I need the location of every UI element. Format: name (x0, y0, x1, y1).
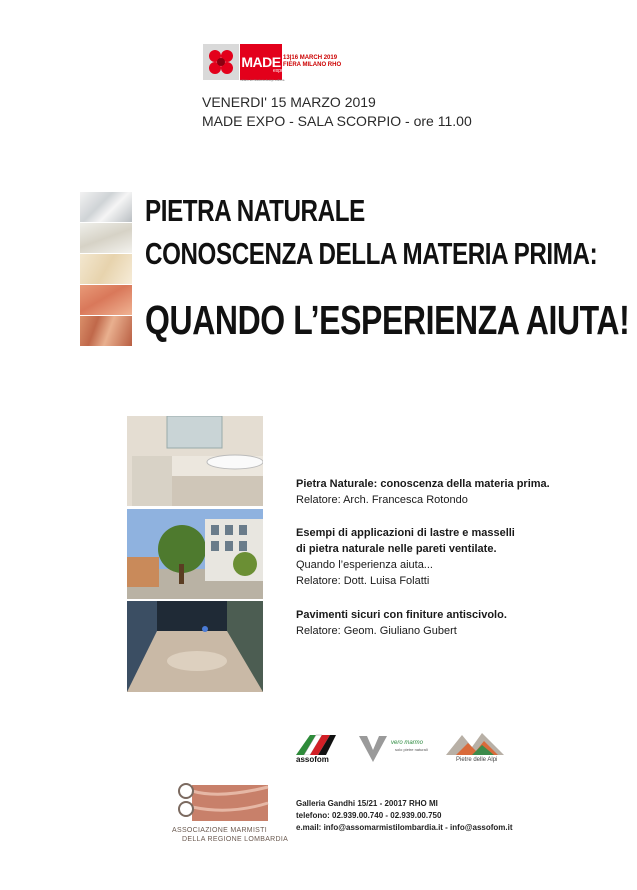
event-venue: MADE EXPO - SALA SCORPIO - ore 11.00 (202, 113, 472, 129)
stone-swatch-white-marble (80, 192, 132, 222)
event-date: VENERDI' 15 MARZO 2019 (202, 94, 376, 110)
made-expo-logo (203, 44, 342, 82)
made-brand: MADE (240, 44, 282, 80)
contact-email[interactable]: e.mail: info@assomarmistilombardia.it - info@assofom.it (296, 823, 513, 832)
association-name-line-2: DELLA REGIONE LOMBARDIA (182, 836, 289, 843)
vero-marmo-logo (357, 734, 427, 764)
vero-marmo-sub: solo pietre naturali (395, 747, 428, 752)
association-name-line-1: ASSOCIAZIONE MARMISTI (172, 827, 267, 834)
associazione-marmisti-logo (170, 779, 289, 847)
vero-marmo-label: vero marmo (391, 740, 424, 746)
made-flower-icon (203, 44, 239, 80)
stone-swatch-pink (80, 285, 132, 315)
photo-antislip-floor (127, 601, 263, 692)
pietre-delle-alpi-label: Pietre delle Alpi (456, 757, 498, 763)
talk-3-title: Pavimenti sicuri con finiture antiscivolo. (296, 609, 507, 621)
talk-2-title-line-2: di pietra naturale nelle pareti ventilate. (296, 543, 497, 555)
title-line-3: QUANDO L’ESPERIENZA AIUTA! (145, 297, 630, 343)
talk-1 (296, 476, 550, 508)
contact-phone: telefono: 02.939.00.740 - 02.939.00.750 (296, 811, 442, 820)
contact-address: Galleria Gandhi 15/21 - 20017 RHO MI (296, 799, 438, 808)
talk-2-speaker: Relatore: Dott. Luisa Folatti (296, 575, 430, 587)
title-line-2: CONOSCENZA DELLA MATERIA PRIMA: (145, 236, 598, 271)
photo-bathroom-sink (127, 416, 263, 506)
talk-1-speaker: Relatore: Arch. Francesca Rotondo (296, 494, 468, 506)
talk-2-title-line-1: Esempi di applicazioni di lastre e masselli (296, 527, 515, 539)
stone-swatch-red-veined (80, 316, 132, 346)
talk-2-subtitle: Quando l’esperienza aiuta... (296, 559, 433, 571)
assofom-label: assofom (296, 755, 329, 764)
title-line-1: PIETRA NATURALE (145, 193, 365, 228)
stone-swatch-grey-marble (80, 223, 132, 253)
photo-ventilated-facade (127, 509, 263, 599)
made-dates: 13|16 MARCH 2019 FIERA MILANO RHO (283, 55, 342, 68)
assofom-logo (296, 733, 348, 767)
talk-2 (296, 525, 515, 589)
made-tagline: milano architettura design edilizia (240, 78, 285, 82)
talk-1-title: Pietra Naturale: conoscenza della materia prima. (296, 478, 550, 490)
talk-3 (296, 607, 507, 639)
pietre-delle-alpi-logo (442, 729, 508, 765)
made-expo-label: expo (273, 68, 284, 74)
stone-swatch-beige (80, 254, 132, 284)
talk-3-speaker: Relatore: Geom. Giuliano Gubert (296, 625, 457, 637)
